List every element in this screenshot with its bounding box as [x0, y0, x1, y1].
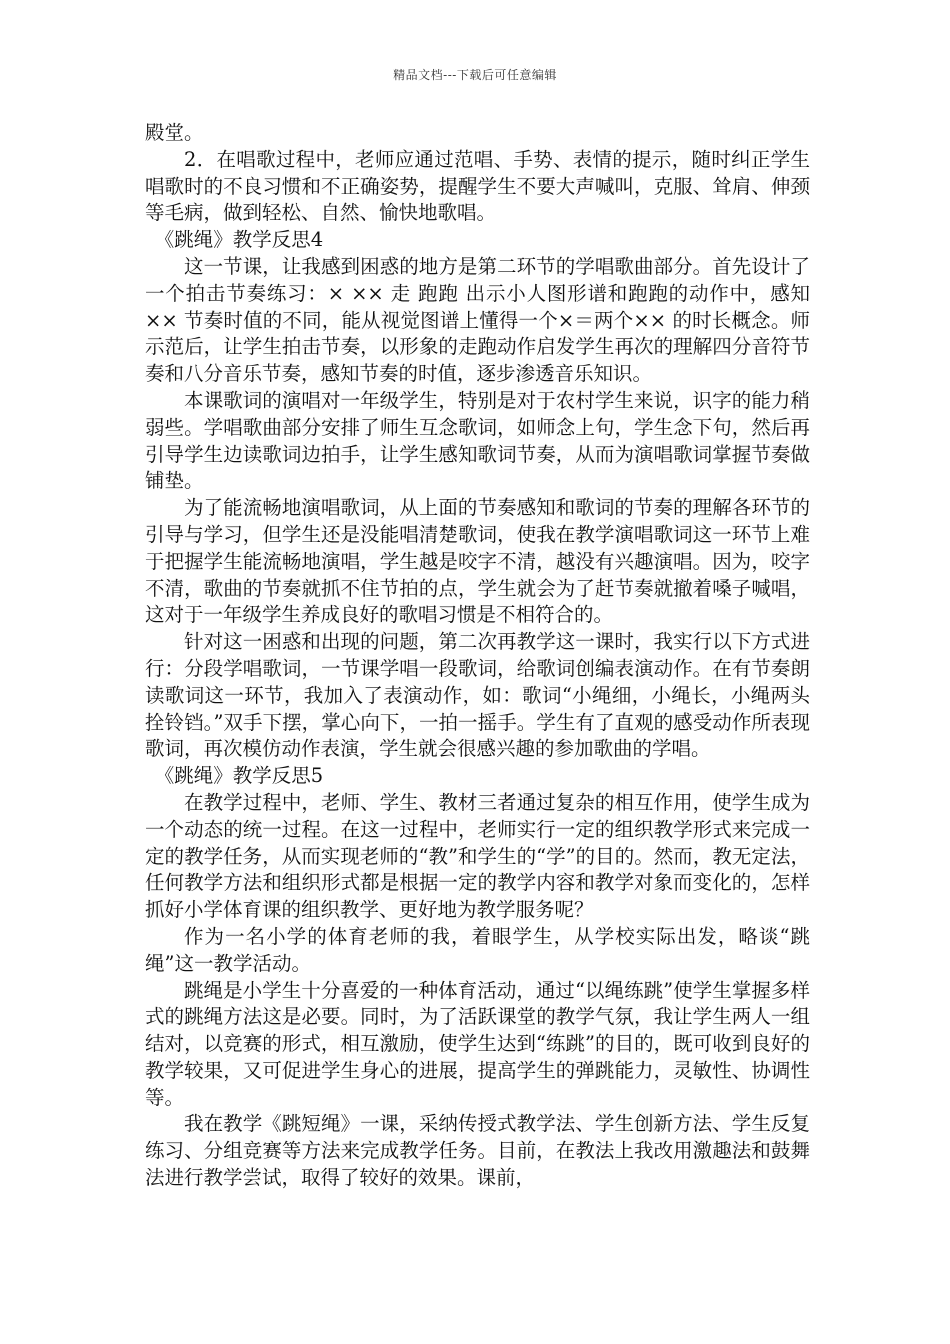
paragraph: 在教学过程中，老师、学生、教材三者通过复杂的相互作用，使学生成为一个动态的统一过程。在这一过程中，老师实行一定的组织教学形式来完成一定的教学任务，从而实现老师的“教”和学生的“学”的目的。然而，教无定法，任何教学方法和组织形式都是根据一定的教学内容和教学对象而变化的，怎样抓好小学体育课的组织教学、更好地为教学服务呢？: [145, 790, 810, 922]
paragraph: 我在教学《跳短绳》一课，采纳传授式教学法、学生创新方法、学生反复练习、分组竞赛等方法来完成教学任务。目前，在教法上我改用激趣法和鼓舞法进行教学尝试，取得了较好的效果。课前，: [145, 1112, 810, 1190]
document-body: [145, 120, 810, 1192]
paragraph: 跳绳是小学生十分喜爱的一种体育活动，通过“以绳练跳”使学生掌握多样式的跳绳方法这是必要。同时，为了活跃课堂的教学气氛，我让学生两人一组结对，以竞赛的形式，相互激励，使学生达到“练跳”的目的，既可收到良好的教学较果，又可促进学生身心的进展，提高学生的弹跳能力，灵敏性、协调性等。: [145, 978, 810, 1109]
paragraph: 这一节课，让我感到困惑的地方是第二环节的学唱歌曲部分。首先设计了一个拍击节奏练习：× ×× 走 跑跑 出示小人图形谱和跑跑的动作中，感知×× 节奏时值的不同，能从视觉图谱上懂得一个×＝两个×× 的时长概念。师示范后，让学生拍击节奏，以形象的走跑动作启发学生再次的理解四分音符节奏和八分音乐节奏，感知节奏的时值，逐步渗透音乐知识。: [145, 254, 810, 386]
paragraph: 作为一名小学的体育老师的我，着眼学生，从学校实际出发，略谈“跳绳”这一教学活动。: [145, 924, 810, 975]
paragraph: 本课歌词的演唱对一年级学生，特别是对于农村学生来说，识字的能力稍弱些。学唱歌曲部分安排了师生互念歌词，如师念上句，学生念下句，然后再引导学生边读歌词边拍手，让学生感知歌词节奏，从而为演唱歌词掌握节奏做铺垫。: [145, 388, 810, 493]
section-heading: 《跳绳》教学反思5: [154, 764, 324, 788]
paragraph: 殿堂。: [145, 121, 204, 144]
page-header: 精品文档---下载后可任意编辑: [393, 68, 557, 82]
paragraph: 为了能流畅地演唱歌词，从上面的节奏感知和歌词的节奏的理解各环节的引导与学习，但学生还是没能唱清楚歌词，使我在教学演唱歌词这一环节上难于把握学生能流畅地演唱，学生越是咬字不清，越没有兴趣演唱。因为，咬字不清，歌曲的节奏就抓不住节拍的点，学生就会为了赶节奏就撤着嗓子喊唱，这对于一年级学生养成良好的歌唱习惯是不相符合的。: [145, 496, 810, 627]
paragraph: 2．在唱歌过程中，老师应通过范唱、手势、表情的提示，随时纠正学生唱歌时的不良习惯和不正确姿势，提醒学生不要大声喊叫，克服、耸肩、伸颈等毛病，做到轻松、自然、愉快地歌唱。: [145, 147, 810, 225]
paragraph: 针对这一困惑和出现的问题，第二次再教学这一课时，我实行以下方式进行：分段学唱歌词，一节课学唱一段歌词，给歌词创编表演动作。在有节奏朗读歌词这一环节，我加入了表演动作，如：歌词“小绳细，小绳长，小绳两头拴铃铛。”双手下摆，掌心向下，一拍一摇手。学生有了直观的感受动作所表现歌词，再次模仿动作表演，学生就会很感兴趣的参加歌曲的学唱。: [145, 630, 810, 761]
section-heading: 《跳绳》教学反思4: [154, 228, 324, 252]
